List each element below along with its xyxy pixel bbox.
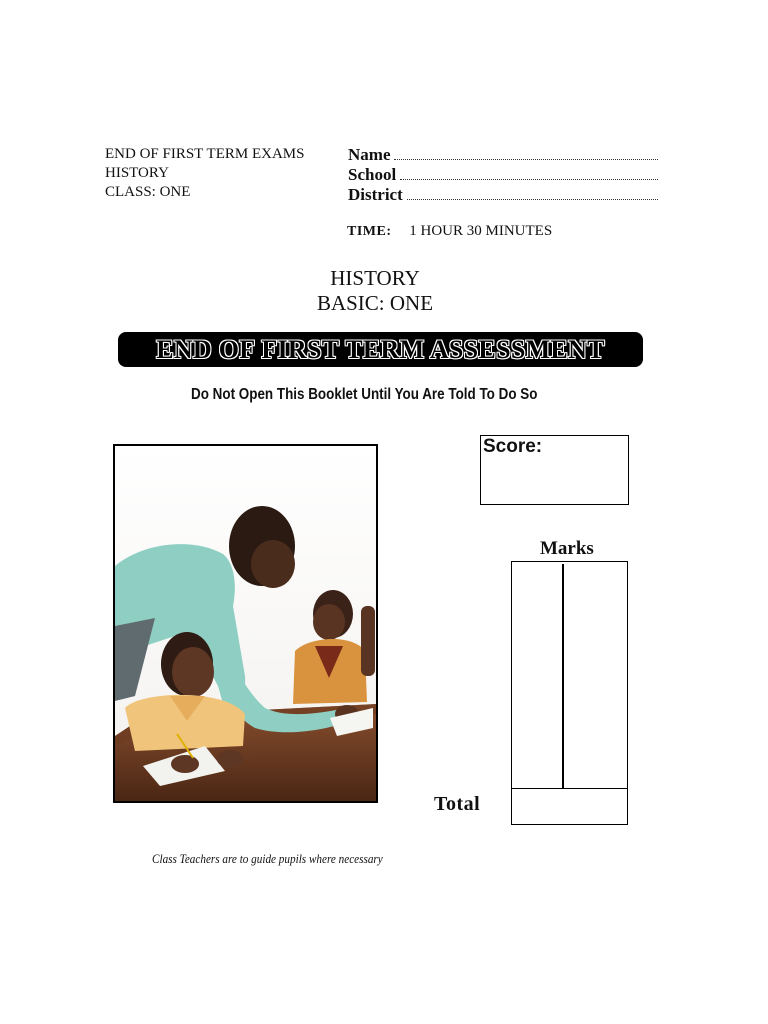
assessment-banner — [118, 332, 643, 367]
booklet-warning: Do Not Open This Booklet Until You Are Told To Do So — [191, 386, 538, 403]
district-label: District — [348, 185, 403, 204]
marks-table[interactable] — [511, 561, 628, 825]
name-field[interactable] — [348, 145, 658, 165]
marks-column-divider — [562, 564, 564, 788]
school-field[interactable] — [348, 165, 658, 185]
photo-illustration — [115, 446, 376, 801]
marks-label: Marks — [540, 538, 594, 559]
exam-class-line: CLASS: ONE — [105, 184, 191, 200]
school-label: School — [348, 165, 397, 184]
teacher-with-pupils-photo — [113, 444, 378, 803]
marks-total-row-divider — [512, 788, 627, 789]
time-label: TIME: — [347, 224, 392, 239]
name-dotted-line — [394, 147, 658, 160]
time-row — [347, 223, 552, 240]
name-label: Name — [348, 145, 391, 164]
subject-title: HISTORY — [330, 266, 420, 290]
district-field[interactable] — [348, 185, 658, 205]
score-label: Score: — [483, 436, 543, 457]
subject-level: BASIC: ONE — [316, 291, 434, 315]
exam-subject-line: HISTORY — [105, 165, 169, 181]
assessment-banner-text: END OF FIRST TERM ASSESSMENT — [156, 335, 605, 364]
score-box[interactable] — [480, 435, 629, 505]
total-label: Total — [434, 793, 481, 815]
exam-title-line: END OF FIRST TERM EXAMS — [105, 146, 305, 162]
time-value: 1 HOUR 30 MINUTES — [409, 223, 553, 239]
school-dotted-line — [400, 167, 658, 180]
footer-note: Class Teachers are to guide pupils where necessary — [152, 851, 383, 866]
district-dotted-line — [407, 187, 658, 200]
